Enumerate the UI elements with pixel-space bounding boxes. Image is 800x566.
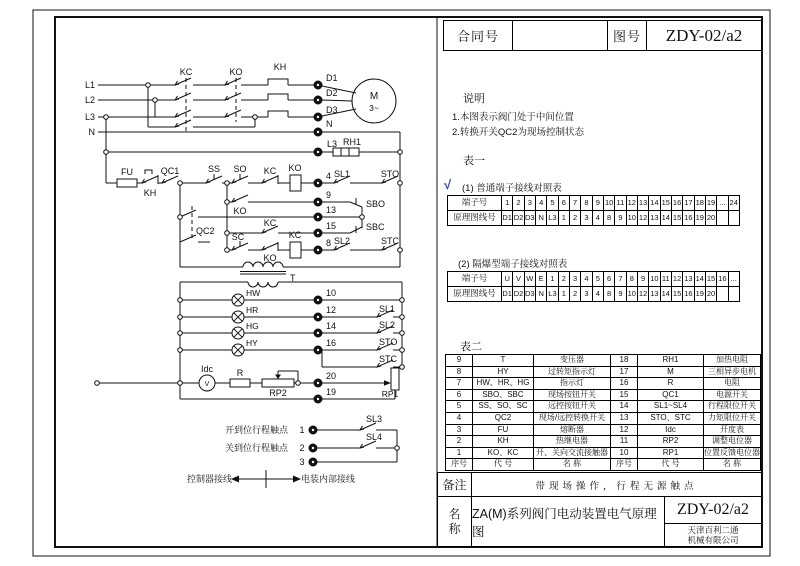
cell: RH1 bbox=[638, 355, 704, 366]
cell: 10 bbox=[627, 211, 638, 225]
cell bbox=[717, 211, 728, 225]
table-row bbox=[446, 355, 760, 366]
cell: 代 号 bbox=[638, 459, 704, 470]
label-kc-nc: KC bbox=[263, 166, 277, 176]
cell bbox=[717, 287, 728, 301]
label-sto-lamp: STO bbox=[379, 337, 398, 347]
cell: 13 bbox=[649, 287, 660, 301]
cell: RP1 bbox=[638, 448, 704, 459]
label-t16: 16 bbox=[326, 338, 337, 348]
internal-wiring-label: 电装内部接线 bbox=[301, 474, 356, 484]
cell: 2 bbox=[570, 287, 581, 301]
cell: 16 bbox=[672, 196, 683, 210]
cell: 序号 bbox=[611, 459, 638, 470]
cell: 代 号 bbox=[473, 459, 534, 470]
label-ko-coil: KO bbox=[288, 163, 302, 173]
label-t9: 9 bbox=[326, 190, 332, 200]
cell: W bbox=[525, 272, 536, 286]
cell: 15 bbox=[611, 390, 638, 401]
cell: HY bbox=[473, 367, 534, 378]
cell: 11 bbox=[661, 272, 672, 286]
remark-block bbox=[437, 472, 762, 497]
label-so: SO bbox=[233, 164, 247, 174]
cell: 3 bbox=[446, 425, 473, 436]
cell: ... bbox=[730, 274, 737, 283]
label-fu: FU bbox=[121, 167, 133, 177]
terminal-table-flameproof bbox=[447, 271, 740, 302]
cell: 9 bbox=[593, 196, 604, 210]
cell: 6 bbox=[559, 196, 570, 210]
name-label bbox=[438, 497, 472, 546]
cell: 16 bbox=[611, 378, 638, 389]
cell: 2 bbox=[513, 196, 524, 210]
label-d3: D3 bbox=[326, 105, 338, 115]
table-row bbox=[446, 389, 760, 401]
normal-terminal-title: (1) 普通端子接线对照表 bbox=[462, 183, 562, 194]
controller-wiring-label: 控制器接线 bbox=[186, 474, 232, 484]
label-rp1: RP1 bbox=[381, 389, 399, 399]
cell: 2 bbox=[446, 436, 473, 447]
label-sl3: SL3 bbox=[366, 414, 383, 424]
cell: FU bbox=[473, 425, 534, 436]
cell: 13 bbox=[638, 196, 649, 210]
cell: 5 bbox=[593, 272, 604, 286]
cell: T bbox=[473, 355, 534, 366]
cell: 2 bbox=[559, 272, 570, 286]
row-label: 端子号 bbox=[448, 196, 502, 210]
company-line2: 机械有限公司 bbox=[687, 535, 739, 545]
cell: HW、HR、HG bbox=[473, 378, 534, 389]
wiring-divider-arrows bbox=[231, 470, 301, 488]
cell: 过转矩指示灯 bbox=[534, 367, 611, 378]
close-limit-label: 关到位行程触点 bbox=[224, 443, 288, 453]
cell: R bbox=[638, 378, 704, 389]
label-t13: 13 bbox=[326, 205, 337, 215]
company-line1: 天津百利二通 bbox=[687, 525, 739, 535]
meter-glyph: V bbox=[204, 381, 210, 388]
contract-no-value bbox=[513, 21, 607, 50]
contract-no-label: 合同号 bbox=[444, 21, 513, 50]
cell: L3 bbox=[547, 211, 558, 225]
label-t4: 4 bbox=[326, 171, 332, 181]
label-sto-main: STO bbox=[380, 169, 400, 179]
table-row bbox=[446, 435, 760, 447]
table-footer-row bbox=[446, 458, 760, 470]
cell: 5 bbox=[446, 401, 473, 412]
cell: 8 bbox=[604, 287, 615, 301]
label-sl2-main: SL2 bbox=[333, 236, 351, 246]
table-row bbox=[446, 412, 760, 424]
cell: 10 bbox=[627, 287, 638, 301]
wire-cells bbox=[502, 211, 739, 225]
cell: 3 bbox=[525, 196, 536, 210]
label-hr: HR bbox=[246, 305, 259, 315]
table-row bbox=[446, 447, 760, 459]
cell: 9 bbox=[446, 355, 473, 366]
cell: D1 bbox=[502, 211, 513, 225]
label-t2: 2 bbox=[299, 443, 305, 453]
label-stc-main: STC bbox=[381, 236, 399, 246]
cell: D2 bbox=[513, 287, 524, 301]
drawing-title: ZA(M)系列阀门电动装置电气原理图 bbox=[472, 497, 665, 546]
cell: 12 bbox=[672, 272, 683, 286]
cell: 7 bbox=[615, 272, 626, 286]
label-qc2: QC2 bbox=[196, 226, 215, 236]
cell: 开、关向交流接触器 bbox=[534, 448, 611, 459]
label-l3-term: L3 bbox=[327, 139, 338, 149]
cell: N bbox=[536, 287, 547, 301]
cell: 3 bbox=[570, 272, 581, 286]
cell: 7 bbox=[446, 378, 473, 389]
cell: SL1~SL4 bbox=[638, 401, 704, 412]
row-label: 端子号 bbox=[448, 272, 502, 286]
label-r: R bbox=[236, 368, 244, 378]
schematic-labels bbox=[85, 62, 400, 484]
cell: ... bbox=[717, 196, 728, 210]
cell: 4 bbox=[536, 196, 547, 210]
cell: 13 bbox=[611, 413, 638, 424]
cell: 1 bbox=[446, 448, 473, 459]
label-sl1-lamp: SL1 bbox=[379, 304, 396, 314]
cell: 1 bbox=[559, 211, 570, 225]
power-circuit bbox=[98, 78, 400, 267]
cell: 10 bbox=[604, 196, 615, 210]
drawing-no-box bbox=[607, 20, 762, 51]
row-label: 原理图线号 bbox=[448, 287, 502, 301]
cell: 16 bbox=[683, 287, 694, 301]
cell: 10 bbox=[611, 448, 638, 459]
cell: 20 bbox=[706, 211, 717, 225]
cell: 8 bbox=[604, 211, 615, 225]
label-kh-aux: KH bbox=[143, 188, 157, 198]
cell: 1 bbox=[559, 287, 570, 301]
cell: SBO、SBC bbox=[473, 390, 534, 401]
cell bbox=[729, 287, 739, 301]
label-kc-aux: KC bbox=[263, 218, 277, 228]
cell: 13 bbox=[649, 211, 660, 225]
label-hg: HG bbox=[246, 321, 259, 331]
label-sbo: SBO bbox=[366, 199, 386, 209]
cell: U bbox=[502, 272, 513, 286]
drawing-no-label: 图号 bbox=[608, 21, 647, 50]
cell: N bbox=[536, 211, 547, 225]
cell: 14 bbox=[661, 211, 672, 225]
cell: 5 bbox=[547, 196, 558, 210]
cell: 行程限位开关 bbox=[708, 401, 756, 411]
cell: 14 bbox=[649, 196, 660, 210]
cell: 4 bbox=[593, 287, 604, 301]
cell: 13 bbox=[683, 272, 694, 286]
name-label-char1: 名 bbox=[448, 506, 461, 521]
cell: QC2 bbox=[473, 413, 534, 424]
cell: 1 bbox=[547, 272, 558, 286]
contract-no-box bbox=[443, 20, 608, 51]
cell: KH bbox=[473, 436, 534, 447]
drawing-id-column bbox=[665, 497, 761, 546]
terminal-number-row bbox=[448, 196, 739, 210]
remark-text: 带现场操作，行程无源触点 bbox=[535, 480, 698, 492]
cell: 现场/远控转换开关 bbox=[534, 413, 611, 424]
motor-phase-label: 3~ bbox=[369, 103, 379, 113]
note-item-1: 1.本图表示阀门处于中间位置 bbox=[452, 112, 574, 123]
limit-contact-circuit bbox=[317, 423, 397, 462]
cell: 11 bbox=[611, 436, 638, 447]
label-transformer: T bbox=[290, 273, 296, 283]
label-rh1: RH1 bbox=[342, 137, 362, 147]
table-row bbox=[446, 400, 760, 412]
cell: 11 bbox=[615, 196, 626, 210]
cell: 6 bbox=[604, 272, 615, 286]
note-item-2: 2.转换开关QC2为现场控制状态 bbox=[452, 127, 584, 138]
cell: L3 bbox=[547, 287, 558, 301]
cell: D1 bbox=[502, 287, 513, 301]
label-rp2: RP2 bbox=[269, 388, 287, 398]
position-feedback-circuit bbox=[97, 368, 402, 399]
label-t1: 1 bbox=[299, 425, 305, 435]
cell: Idc bbox=[638, 425, 704, 436]
cell: 16 bbox=[717, 272, 728, 286]
table-row bbox=[446, 424, 760, 436]
remark-label: 备注 bbox=[438, 473, 472, 496]
cell: 现场按钮开关 bbox=[534, 390, 611, 401]
label-t12: 12 bbox=[326, 305, 337, 315]
row-label: 原理图线号 bbox=[448, 211, 502, 225]
cell: 10 bbox=[649, 272, 660, 286]
cell: 12 bbox=[611, 425, 638, 436]
cell: 14 bbox=[661, 287, 672, 301]
drawing-no-value: ZDY-02/a2 bbox=[665, 25, 743, 45]
cell: 18 bbox=[695, 196, 706, 210]
cell: 电阻 bbox=[724, 378, 740, 388]
cell: 16 bbox=[683, 211, 694, 225]
cell bbox=[729, 211, 739, 225]
cell: 12 bbox=[638, 211, 649, 225]
cell: E bbox=[536, 272, 547, 286]
label-ko-nc: KO bbox=[263, 253, 277, 263]
cell: 15 bbox=[661, 196, 672, 210]
cell: D3 bbox=[525, 287, 536, 301]
label-kh-main: KH bbox=[273, 62, 287, 72]
label-t10: 10 bbox=[326, 288, 337, 298]
cell: 14 bbox=[611, 401, 638, 412]
label-ko-aux: KO bbox=[233, 206, 247, 216]
label-l2: L2 bbox=[84, 95, 95, 105]
cell: V bbox=[513, 272, 524, 286]
cell: 19 bbox=[706, 196, 717, 210]
cell: SS、SO、SC bbox=[473, 401, 534, 412]
name-label-char2: 称 bbox=[448, 521, 461, 536]
terminal-points bbox=[309, 81, 322, 466]
table-row bbox=[446, 377, 760, 389]
cell: 4 bbox=[581, 272, 592, 286]
cell: 变压器 bbox=[534, 355, 611, 366]
cell: 24 bbox=[729, 198, 738, 207]
cell: 8 bbox=[446, 367, 473, 378]
cell: 三相异步电机 bbox=[708, 366, 756, 376]
label-sl1-main: SL1 bbox=[333, 169, 351, 179]
label-l3: L3 bbox=[84, 112, 95, 122]
cell: 14 bbox=[695, 272, 706, 286]
label-t8: 8 bbox=[326, 238, 332, 248]
cell: 15 bbox=[706, 272, 717, 286]
cell: 序号 bbox=[446, 459, 473, 470]
label-d1: D1 bbox=[326, 73, 338, 83]
company-name bbox=[665, 524, 761, 546]
cell: 15 bbox=[672, 287, 683, 301]
cell: 9 bbox=[615, 287, 626, 301]
label-kc-main: KC bbox=[179, 67, 193, 77]
cell: 加热电阻 bbox=[716, 355, 748, 364]
wire-number-row bbox=[448, 286, 739, 301]
cell: 7 bbox=[570, 196, 581, 210]
label-sbc: SBC bbox=[366, 222, 385, 232]
cell: 4 bbox=[446, 413, 473, 424]
label-sc: SC bbox=[231, 232, 245, 242]
check-mark: √ bbox=[444, 177, 452, 192]
cell: 8 bbox=[581, 196, 592, 210]
cell: 位置反馈电位器 bbox=[704, 447, 760, 457]
cell: 开度表 bbox=[720, 424, 744, 434]
cell: 17 bbox=[683, 196, 694, 210]
cell: 8 bbox=[627, 272, 638, 286]
cell: 9 bbox=[615, 211, 626, 225]
label-n-term: N bbox=[326, 119, 333, 129]
cell: 18 bbox=[611, 355, 638, 366]
label-stc-lamp: STC bbox=[379, 354, 397, 364]
table-one-heading: 表一 bbox=[463, 155, 485, 167]
cell: 力矩限位开关 bbox=[708, 412, 756, 422]
label-t14: 14 bbox=[326, 321, 337, 331]
cell: 名 称 bbox=[534, 459, 611, 470]
name-block bbox=[437, 496, 762, 547]
label-hy: HY bbox=[246, 338, 258, 348]
cell: 电源开关 bbox=[716, 389, 748, 399]
cell: 3 bbox=[581, 287, 592, 301]
label-n: N bbox=[88, 127, 95, 137]
cell: 15 bbox=[672, 211, 683, 225]
terminal-cells bbox=[502, 196, 739, 210]
cell: 热继电器 bbox=[534, 436, 611, 447]
label-t3: 3 bbox=[299, 457, 305, 467]
drawing-no-bottom: ZDY-02/a2 bbox=[665, 497, 761, 524]
cell: D2 bbox=[513, 211, 524, 225]
cell: 远控按钮开关 bbox=[534, 401, 611, 412]
cell: 指示灯 bbox=[534, 378, 611, 389]
label-l1: L1 bbox=[84, 80, 95, 90]
cell: RP2 bbox=[638, 436, 704, 447]
label-d2: D2 bbox=[326, 88, 338, 98]
cell: 19 bbox=[695, 211, 706, 225]
terminal-number-row bbox=[448, 272, 739, 286]
cell: 9 bbox=[638, 272, 649, 286]
control-circuit bbox=[106, 170, 400, 267]
label-sl4: SL4 bbox=[366, 432, 383, 442]
terminal-cells bbox=[502, 272, 739, 286]
wire-cells bbox=[502, 287, 739, 301]
cell: 调整电位器 bbox=[712, 436, 752, 446]
table-row bbox=[446, 366, 760, 378]
label-kc-coil: KC bbox=[288, 230, 302, 240]
cell: 4 bbox=[593, 211, 604, 225]
cell: 2 bbox=[570, 211, 581, 225]
open-limit-label: 开到位行程触点 bbox=[224, 425, 288, 435]
cell: 20 bbox=[706, 287, 717, 301]
label-idc: Idc bbox=[200, 364, 214, 374]
label-hw: HW bbox=[246, 288, 261, 298]
label-sl2-lamp: SL2 bbox=[379, 320, 396, 330]
motor-label: M bbox=[369, 91, 379, 102]
cell: 17 bbox=[611, 367, 638, 378]
cell: KO、KC bbox=[473, 448, 534, 459]
component-table bbox=[445, 354, 761, 471]
label-t15: 15 bbox=[326, 221, 337, 231]
cell: 12 bbox=[638, 287, 649, 301]
cell: STO、STC bbox=[638, 413, 704, 424]
label-ko-main: KO bbox=[229, 67, 243, 77]
cell: 6 bbox=[446, 390, 473, 401]
cell: 12 bbox=[627, 196, 638, 210]
label-t19: 19 bbox=[326, 387, 337, 397]
notes-heading: 说明 bbox=[463, 93, 485, 105]
cell: 1 bbox=[502, 196, 513, 210]
cell: D3 bbox=[525, 211, 536, 225]
terminal-table-normal bbox=[447, 195, 740, 226]
cell: 19 bbox=[695, 287, 706, 301]
cell: 熔断器 bbox=[534, 425, 611, 436]
indicator-lamp-circuit bbox=[180, 294, 402, 367]
cell: M bbox=[638, 367, 704, 378]
label-qc1: QC1 bbox=[160, 166, 180, 176]
cell: QC1 bbox=[638, 390, 704, 401]
label-t20: 20 bbox=[326, 371, 337, 381]
cell: 3 bbox=[581, 211, 592, 225]
cell: 名 称 bbox=[722, 459, 742, 469]
wire-number-row bbox=[448, 210, 739, 225]
label-ss: SS bbox=[207, 164, 221, 174]
table-two-heading: 表二 bbox=[460, 341, 482, 353]
flameproof-terminal-title: (2) 隔爆型端子接线对照表 bbox=[458, 259, 568, 270]
